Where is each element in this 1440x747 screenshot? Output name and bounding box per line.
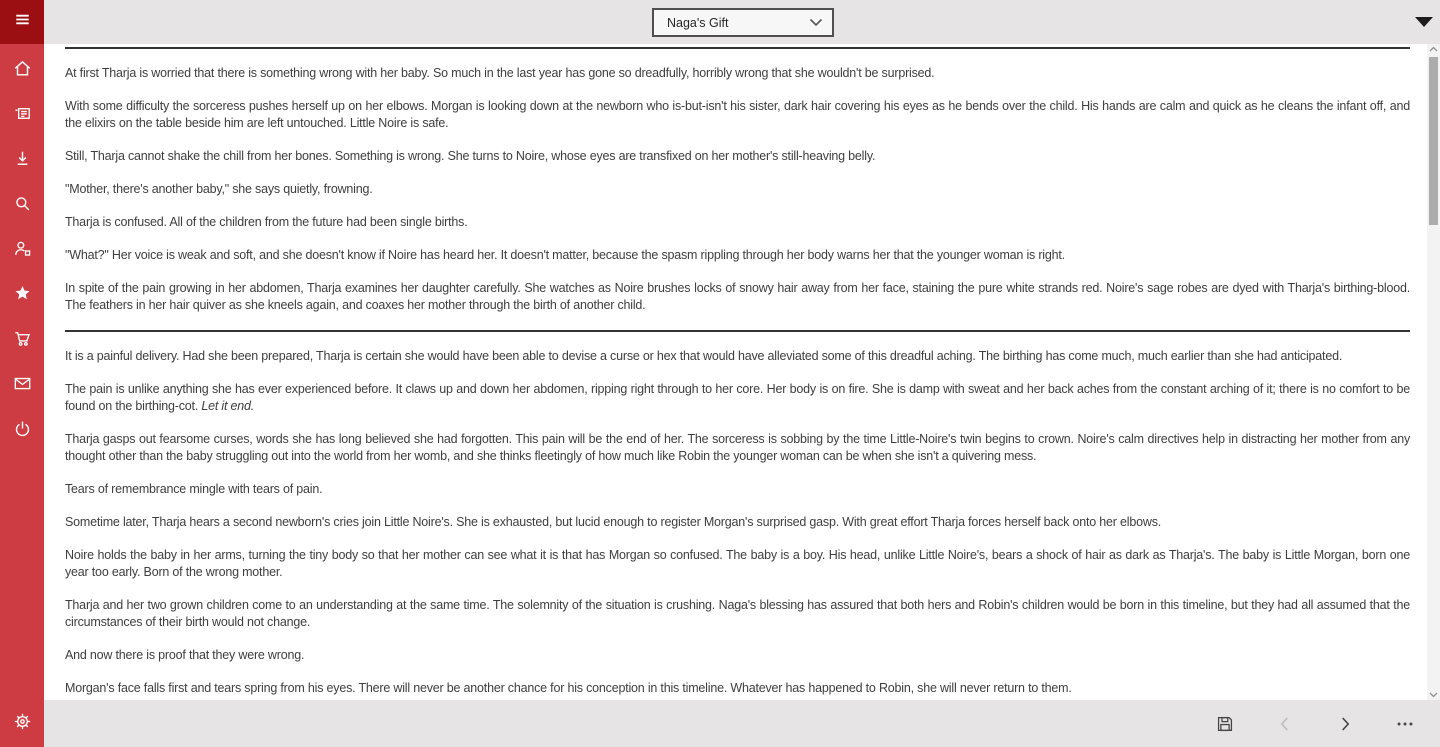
account-icon xyxy=(11,237,34,260)
top-divider xyxy=(65,47,1410,49)
scrollbar[interactable] xyxy=(1427,44,1440,700)
section-divider xyxy=(65,330,1410,332)
story-paragraph: Tharja and her two grown children come to an understanding at the same time. The solemnity of the situation is crushing. Naga's blessing has assured that both hers and Robin's children would be born in this timeline, but they had all assumed that the circumstances of their birth would not change. xyxy=(65,598,1410,629)
more-options-button[interactable] xyxy=(1380,700,1430,747)
story-paragraph: Noire holds the baby in her arms, turning the tiny body so that her mother can see what it is that has Morgan so confused. The baby is a boy. His head, unlike Little Noire's, bears a shock of hair as dark as Tharja's. The baby is Little Morgan, born one year too early. Born of the wrong mother. xyxy=(65,548,1410,579)
story-paragraph: Tharja is confused. All of the children from the future had been single births. xyxy=(65,215,468,229)
sidebar xyxy=(0,0,44,747)
top-bar xyxy=(44,0,1440,44)
story-paragraph: At first Tharja is worried that there is something wrong with her baby. So much in the last year has gone so dreadfully, horribly wrong that she wouldn't be surprised. xyxy=(65,66,935,80)
scroll-up-icon[interactable] xyxy=(1429,46,1438,53)
chapter-dropdown-value: Naga's Gift xyxy=(667,15,729,30)
favorites-star-icon xyxy=(11,282,34,305)
chevron-down-icon xyxy=(809,18,832,27)
search-icon xyxy=(11,192,34,215)
collapse-panel-triangle-icon[interactable] xyxy=(1415,17,1433,27)
story-page xyxy=(44,47,1440,697)
story-paragraph: It is a painful delivery. Had she been prepared, Tharja is certain she would have been able to devise a curse or hex that would have alleviated some of this dreadful aching. The birthing has come much, much earlier than she had anticipated. xyxy=(65,349,1343,363)
scroll-down-icon[interactable] xyxy=(1429,691,1438,698)
home-icon xyxy=(11,57,34,80)
story xyxy=(65,65,1410,697)
scrollbar-thumb[interactable] xyxy=(1429,57,1438,225)
settings-gear-icon xyxy=(11,710,34,738)
mail-icon xyxy=(11,372,34,395)
chevron-right-icon xyxy=(1334,713,1356,735)
sidebar-item-home[interactable] xyxy=(0,46,44,91)
sidebar-item-downloads[interactable] xyxy=(0,136,44,181)
story-paragraph: In spite of the pain growing in her abdomen, Tharja examines her daughter carefully. She watches as Noire brushes locks of snowy hair away from her face, staining the pure white strands red. Noire's sage robes are dyed with Tharja's birthing-blood. The feathers in her hair quiver as she kneels again, and coaxes her mother through the birth of another child. xyxy=(65,281,1410,312)
sidebar-item-messages[interactable] xyxy=(0,361,44,406)
floppy-disk-icon xyxy=(1214,713,1236,735)
story-paragraph: Morgan's face falls first and tears spring from his eyes. There will never be another chance for his conception in this timeline. Whatever has happened to Robin, she will never return to them. xyxy=(65,681,1072,695)
sidebar-item-settings[interactable] xyxy=(0,701,44,747)
download-icon xyxy=(11,147,34,170)
next-page-button[interactable] xyxy=(1320,700,1370,747)
chapter-dropdown[interactable] xyxy=(652,8,834,37)
sidebar-item-library[interactable] xyxy=(0,91,44,136)
story-paragraph: Still, Tharja cannot shake the chill from her bones. Something is wrong. She turns to Noire, whose eyes are transfixed on her mother's still-heaving belly. xyxy=(65,149,876,163)
sidebar-item-search[interactable] xyxy=(0,181,44,226)
command-buttons xyxy=(1200,700,1430,747)
story-paragraph: The pain is unlike anything she has ever experienced before. It claws up and down her abdomen, ripping right through to her core. Her body is on fire. She is damp with sweat and her back aches from the constant arching of it; there is no comfort to be found on the birthing-cot. Let it end. xyxy=(65,382,1410,413)
story-paragraph: "Mother, there's another baby," she says quietly, frowning. xyxy=(65,182,373,196)
sidebar-item-account[interactable] xyxy=(0,226,44,271)
sidebar-item-favorites[interactable] xyxy=(0,271,44,316)
bottom-command-bar xyxy=(44,700,1440,747)
story-paragraph: "What?" Her voice is weak and soft, and she doesn't know if Noire has heard her. It doesn't matter, because the spasm rippling through her body warns her that the younger woman is right. xyxy=(65,248,1065,262)
sidebar-item-exit[interactable] xyxy=(0,406,44,451)
power-icon xyxy=(11,417,34,440)
sidebar-item-store[interactable] xyxy=(0,316,44,361)
save-button[interactable] xyxy=(1200,700,1250,747)
hamburger-menu-icon xyxy=(11,8,34,36)
story-paragraph: Tears of remembrance mingle with tears of pain. xyxy=(65,482,323,496)
story-pane xyxy=(44,44,1440,700)
sidebar-item-menu[interactable] xyxy=(0,0,44,44)
story-paragraph: And now there is proof that they were wrong. xyxy=(65,648,305,662)
library-icon xyxy=(11,102,34,125)
previous-page-button[interactable] xyxy=(1260,700,1310,747)
ellipsis-icon xyxy=(1394,713,1416,735)
store-cart-icon xyxy=(11,327,34,350)
story-paragraph: With some difficulty the sorceress pushes herself up on her elbows. Morgan is looking down at the newborn who is-but-isn't his sister, dark hair covering his eyes as he bends over the child. His hands are calm and quick as he cleans the infant off, and the elixirs on the table beside him are left untouched. Little Noire is safe. xyxy=(65,99,1410,130)
story-paragraph: Sometime later, Tharja hears a second newborn's cries join Little Noire's. She is exhausted, but lucid enough to register Morgan's surprised gasp. With great effort Tharja forces herself back onto her elbows. xyxy=(65,515,1162,529)
chevron-left-icon xyxy=(1274,713,1296,735)
story-paragraph: Tharja gasps out fearsome curses, words she has long believed she had forgotten. This pain will be the end of her. The sorceress is sobbing by the time Little-Noire's twin begins to crown. Noire's calm directives help in distracting her mother from any thought other than the baby struggling out into the world from her womb, and she thinks fleetingly of how much like Robin the younger woman can be when she isn't a quivering mess. xyxy=(65,432,1410,463)
sidebar-nav xyxy=(0,46,44,451)
